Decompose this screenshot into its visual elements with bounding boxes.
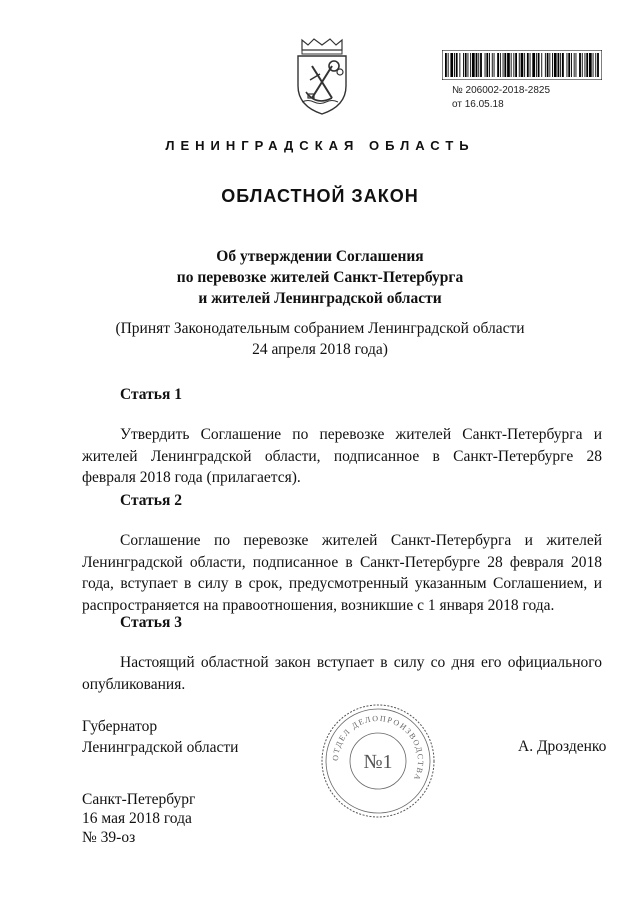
position-line: Губернатор bbox=[82, 718, 158, 735]
registration-date: от 16.05.18 bbox=[452, 99, 504, 110]
article-2-text bbox=[82, 530, 602, 616]
adoption-line: 24 апреля 2018 года) bbox=[252, 341, 388, 358]
svg-text:ОТДЕЛ ДЕЛОПРОИЗВОДСТВА: ОТДЕЛ ДЕЛОПРОИЗВОДСТВА bbox=[330, 713, 426, 783]
signatory-position bbox=[82, 716, 238, 758]
region-heading: ЛЕНИНГРАДСКАЯ ОБЛАСТЬ bbox=[165, 138, 475, 153]
official-seal-icon bbox=[318, 700, 438, 822]
position-line: Ленинградской области bbox=[82, 739, 239, 756]
article-3-text bbox=[82, 652, 602, 695]
law-title bbox=[0, 246, 640, 309]
article-paragraph: Утвердить Соглашение по перевозке жителей Санкт-Петербурга и жителей Ленинградской области, подписанное в Санкт-Петербурге 28 февраля 2018 года (прилагается). bbox=[82, 426, 602, 486]
signatory-name: А. Дрозденко bbox=[518, 738, 607, 755]
article-paragraph: Соглашение по перевозке жителей Санкт-Петербурга и жителей Ленинградской области, подписанное в Санкт-Петербурге 28 февраля 2018 года, вступает в силу в срок, предусмотренный указанным Соглашением, и распространяется на правоотношения, возникшие с 1 января 2018 года. bbox=[82, 532, 602, 614]
article-2-heading: Статья 2 bbox=[120, 492, 182, 509]
footer-place: Санкт-Петербург bbox=[82, 791, 196, 808]
article-1-text bbox=[82, 424, 602, 489]
article-1-heading: Статья 1 bbox=[120, 386, 182, 403]
barcode bbox=[442, 50, 602, 80]
registration-number: № 206002-2018-2825 bbox=[452, 85, 551, 96]
coat-of-arms-icon bbox=[290, 36, 354, 116]
title-line: по перевозке жителей Санкт-Петербурга bbox=[176, 269, 464, 286]
title-line: и жителей Ленинградской области bbox=[198, 290, 442, 307]
article-3-heading: Статья 3 bbox=[120, 614, 182, 631]
article-paragraph: Настоящий областной закон вступает в силу со дня его официального опубликования. bbox=[82, 654, 602, 693]
registration-stamp bbox=[452, 84, 550, 112]
document-footer bbox=[82, 790, 195, 847]
svg-text:№1: №1 bbox=[363, 751, 393, 773]
adoption-line: (Принят Законодательным собранием Ленинградской области bbox=[115, 320, 525, 337]
adoption-note bbox=[0, 318, 640, 360]
document-type: ОБЛАСТНОЙ ЗАКОН bbox=[221, 186, 419, 206]
title-line: Об утверждении Соглашения bbox=[216, 248, 424, 265]
footer-date: 16 мая 2018 года bbox=[82, 810, 192, 827]
footer-number: № 39-оз bbox=[82, 829, 136, 846]
